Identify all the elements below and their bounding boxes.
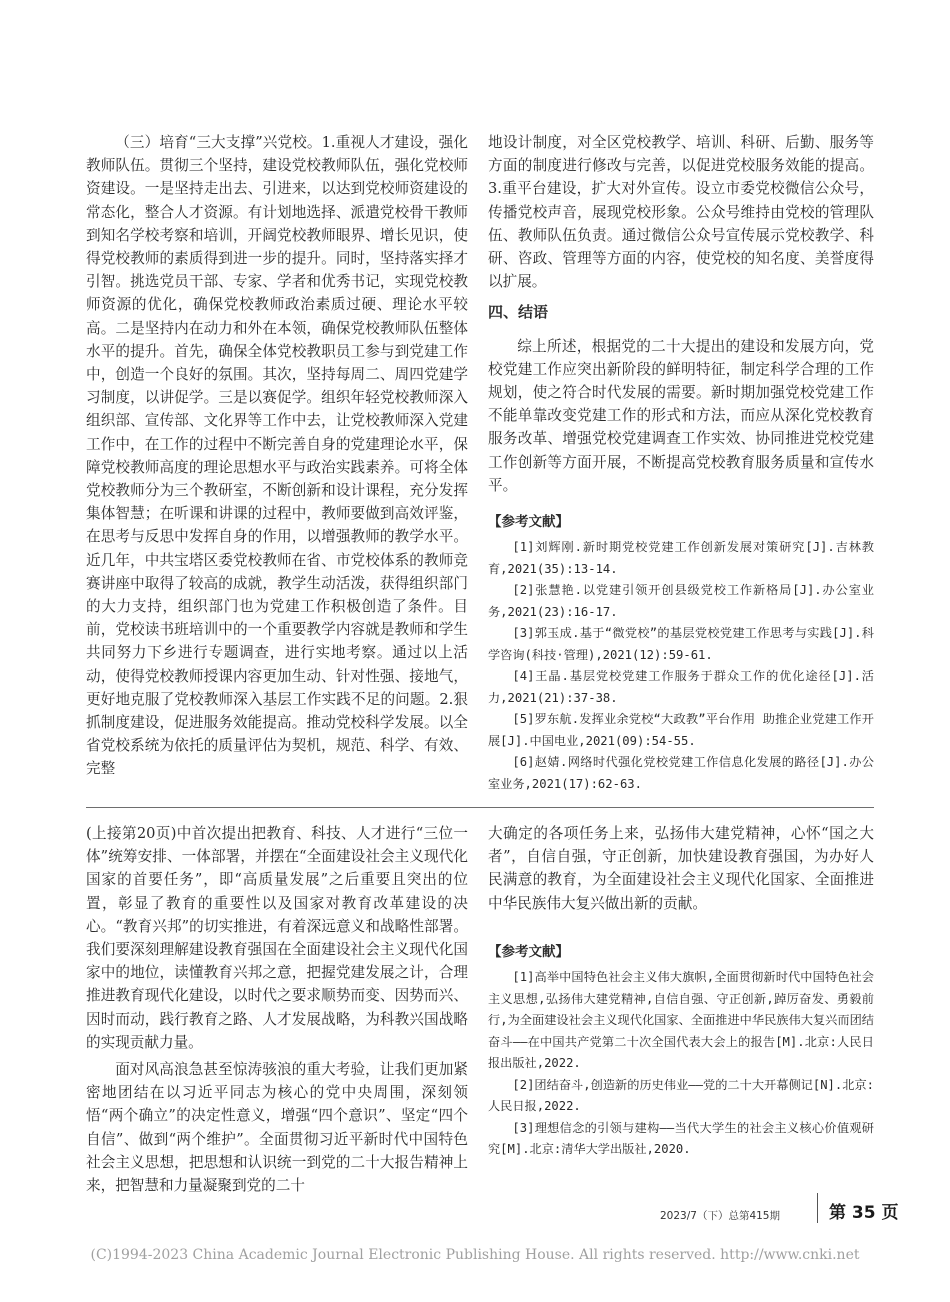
page-number: 第 35 页 <box>829 1203 899 1223</box>
bottom-right-column <box>488 822 874 1161</box>
body-paragraph: 大确定的各项任务上来，弘扬伟大建党精神，心怀“国之大者”，自信自强，守正创新，加快建设教育强国，为办好人民满意的教育，为全面建设社会主义现代化国家、全面推进中华民族伟大复兴做出新的贡献。 <box>488 825 874 912</box>
references-list <box>488 537 874 795</box>
copyright-watermark: (C)1994-2023 China Academic Journal Electronic Publishing House. All rights reserved. http://www.cnki.net <box>90 1247 860 1263</box>
references-list <box>488 967 874 1161</box>
body-paragraph: 面对风高浪急甚至惊涛骇浪的重大考验，让我们更加紧密地团结在以习近平同志为核心的党中央周围，深刻领悟“两个确立”的决定性意义，增强“四个意识”、坚定“四个自信”、做到“两个维护”。全面贯彻习近平新时代中国特色社会主义思想，把思想和认识统一到党的二十大报告精神上来，把智慧和力量凝聚到党的二十 <box>86 1061 468 1195</box>
reference-item: [3]理想信念的引领与建构——当代大学生的社会主义核心价值观研究[M].北京:清华大学出版社,2020. <box>488 1120 874 1157</box>
reference-item: [5]罗东航.发挥业余党校“大政教”平台作用 助推企业党建工作开展[J].中国电业,2021(09):54-55. <box>488 712 874 748</box>
top-right-column <box>488 131 874 795</box>
body-paragraph: 地设计制度，对全区党校教学、培训、科研、后勤、服务等方面的制度进行修改与完善，以促进党校服务效能的提高。3.重平台建设，扩大对外宣传。设立市委党校微信公众号，传播党校声音，展现党校形象。公众号维持由党校的管理队伍、教师队伍负责。通过微信公众号宣传展示党校教学、科研、咨政、管理等方面的内容，使党校的知名度、美誉度得以扩展。 <box>488 134 874 291</box>
conclusion-paragraph: 综上所述，根据党的二十大提出的建设和发展方向，党校党建工作应突出新阶段的鲜明特征，制定科学合理的工作规划，使之符合时代发展的需要。新时期加强党校党建工作不能单靠改变党建工作的形式和方法，而应从深化党校教育服务改革、增强党校党建调查工作实效、协同推进党校党建工作创新等方面开展，不断提高党校教育服务质量和宣传水平。 <box>488 337 874 494</box>
footer-divider <box>817 1193 818 1223</box>
bottom-left-column <box>86 822 468 1197</box>
reference-item: [2]张慧艳.以党建引领开创县级党校工作新格局[J].办公室业务,2021(23):16-17. <box>488 583 874 619</box>
section-divider <box>86 807 874 808</box>
top-left-column <box>86 131 468 781</box>
reference-item: [3]郭玉成.基于“微党校”的基层党校党建工作思考与实践[J].科学咨询(科技·管理),2021(12):59-61. <box>488 626 874 662</box>
reference-item: [2]团结奋斗,创造新的历史伟业——党的二十大开幕侧记[N].北京:人民日报,2022. <box>488 1077 874 1114</box>
issue-info: 2023/7（下）总第415期 <box>660 1210 780 1222</box>
references-heading: 【参考文献】 <box>488 943 569 960</box>
reference-item: [6]赵婧.网络时代强化党校党建工作信息化发展的路径[J].办公室业务,2021(17):62-63. <box>488 755 874 791</box>
body-paragraph: (上接第20页)中首次提出把教育、科技、人才进行“三位一体”统筹安排、一体部署，并摆在“全面建设社会主义现代化国家的首要任务”，即“高质量发展”之后重要且突出的位置，彰显了教育的重要性以及国家对教育改革建设的决心。“教育兴邦”的切实推进，有着深远意义和战略性部署。我们要深刻理解建设教育强国在全面建设社会主义现代化国家中的地位，读懂教育兴邦之意，把握党建发展之计，合理推进教育现代化建设，以时代之要求顺势而变、因势而兴、因时而动，践行教育之路、人才发展战略，为科教兴国战略的实现贡献力量。 <box>86 825 468 1051</box>
reference-item: [1]刘辉刚.新时期党校党建工作创新发展对策研究[J].吉林教育,2021(35):13-14. <box>488 540 874 576</box>
body-paragraph: （三）培育“三大支撑”兴党校。1.重视人才建设，强化教师队伍。贯彻三个坚持，建设党校教师队伍，强化党校师资建设。一是坚持走出去、引进来，以达到党校师资建设的常态化，整合人才资源。有计划地选择、派遣党校骨干教师到知名学校考察和培训，开阔党校教师眼界、增长见识，使得党校教师的素质得到进一步的提升。同时，坚持落实择才引智。挑选党员干部、专家、学者和优秀书记，实现党校教师资源的优化，确保党校教师政治素质过硬、理论水平较高。二是坚持内在动力和外在本领，确保党校教师队伍整体水平的提升。首先，确保全体党校教职员工参与到党建工作中，创造一个良好的氛围。其次，坚持每周二、周四党建学习制度，以讲促学。三是以赛促学。组织年轻党校教师深入组织部、宣传部、文化界等工作中去，让党校教师深入党建工作中，在工作的过程中不断完善自身的党建理论水平，保障党校教师高度的理论思想水平与政治实践素养。可将全体党校教师分为三个教研室，不断创新和设计课程，充分发挥集体智慧；在听课和讲课的过程中，教师要做到高效评鉴，在思考与反思中发挥自身的作用，以增强教师的教学水平。近几年，中共宝塔区委党校教师在省、市党校体系的教师竞赛讲座中取得了较高的成就，教学生动活泼，获得组织部门的大力支持，组织部门也为党建工作积极创造了条件。目前，党校读书班培训中的一个重要教学内容就是教师和学生共同努力下乡进行专题调查，进行实地考察。通过以上活动，使得党校教师授课内容更加生动、针对性强、接地气，更好地克服了党校教师深入基层工作实践不足的问题。2.狠抓制度建设，促进服务效能提高。推动党校科学发展。以全省党校系统为依托的质量评估为契机，规范、科学、有效、完整 <box>86 134 468 778</box>
reference-item: [4]王晶.基层党校党建工作服务于群众工作的优化途径[J].活力,2021(21):37-38. <box>488 669 874 705</box>
references-heading: 【参考文献】 <box>488 514 569 531</box>
section-heading: 四、结语 <box>488 303 549 322</box>
reference-item: [1]高举中国特色社会主义伟大旗帜,全面贯彻新时代中国特色社会主义思想,弘扬伟大建党精神,自信自强、守正创新,踔厉奋发、勇毅前行,为全面建设社会主义现代化国家、全面推进中华民族伟大复兴而团结奋斗——在中国共产党第二十次全国代表大会上的报告[M].北京:人民日报出版社,2022. <box>488 970 874 1071</box>
